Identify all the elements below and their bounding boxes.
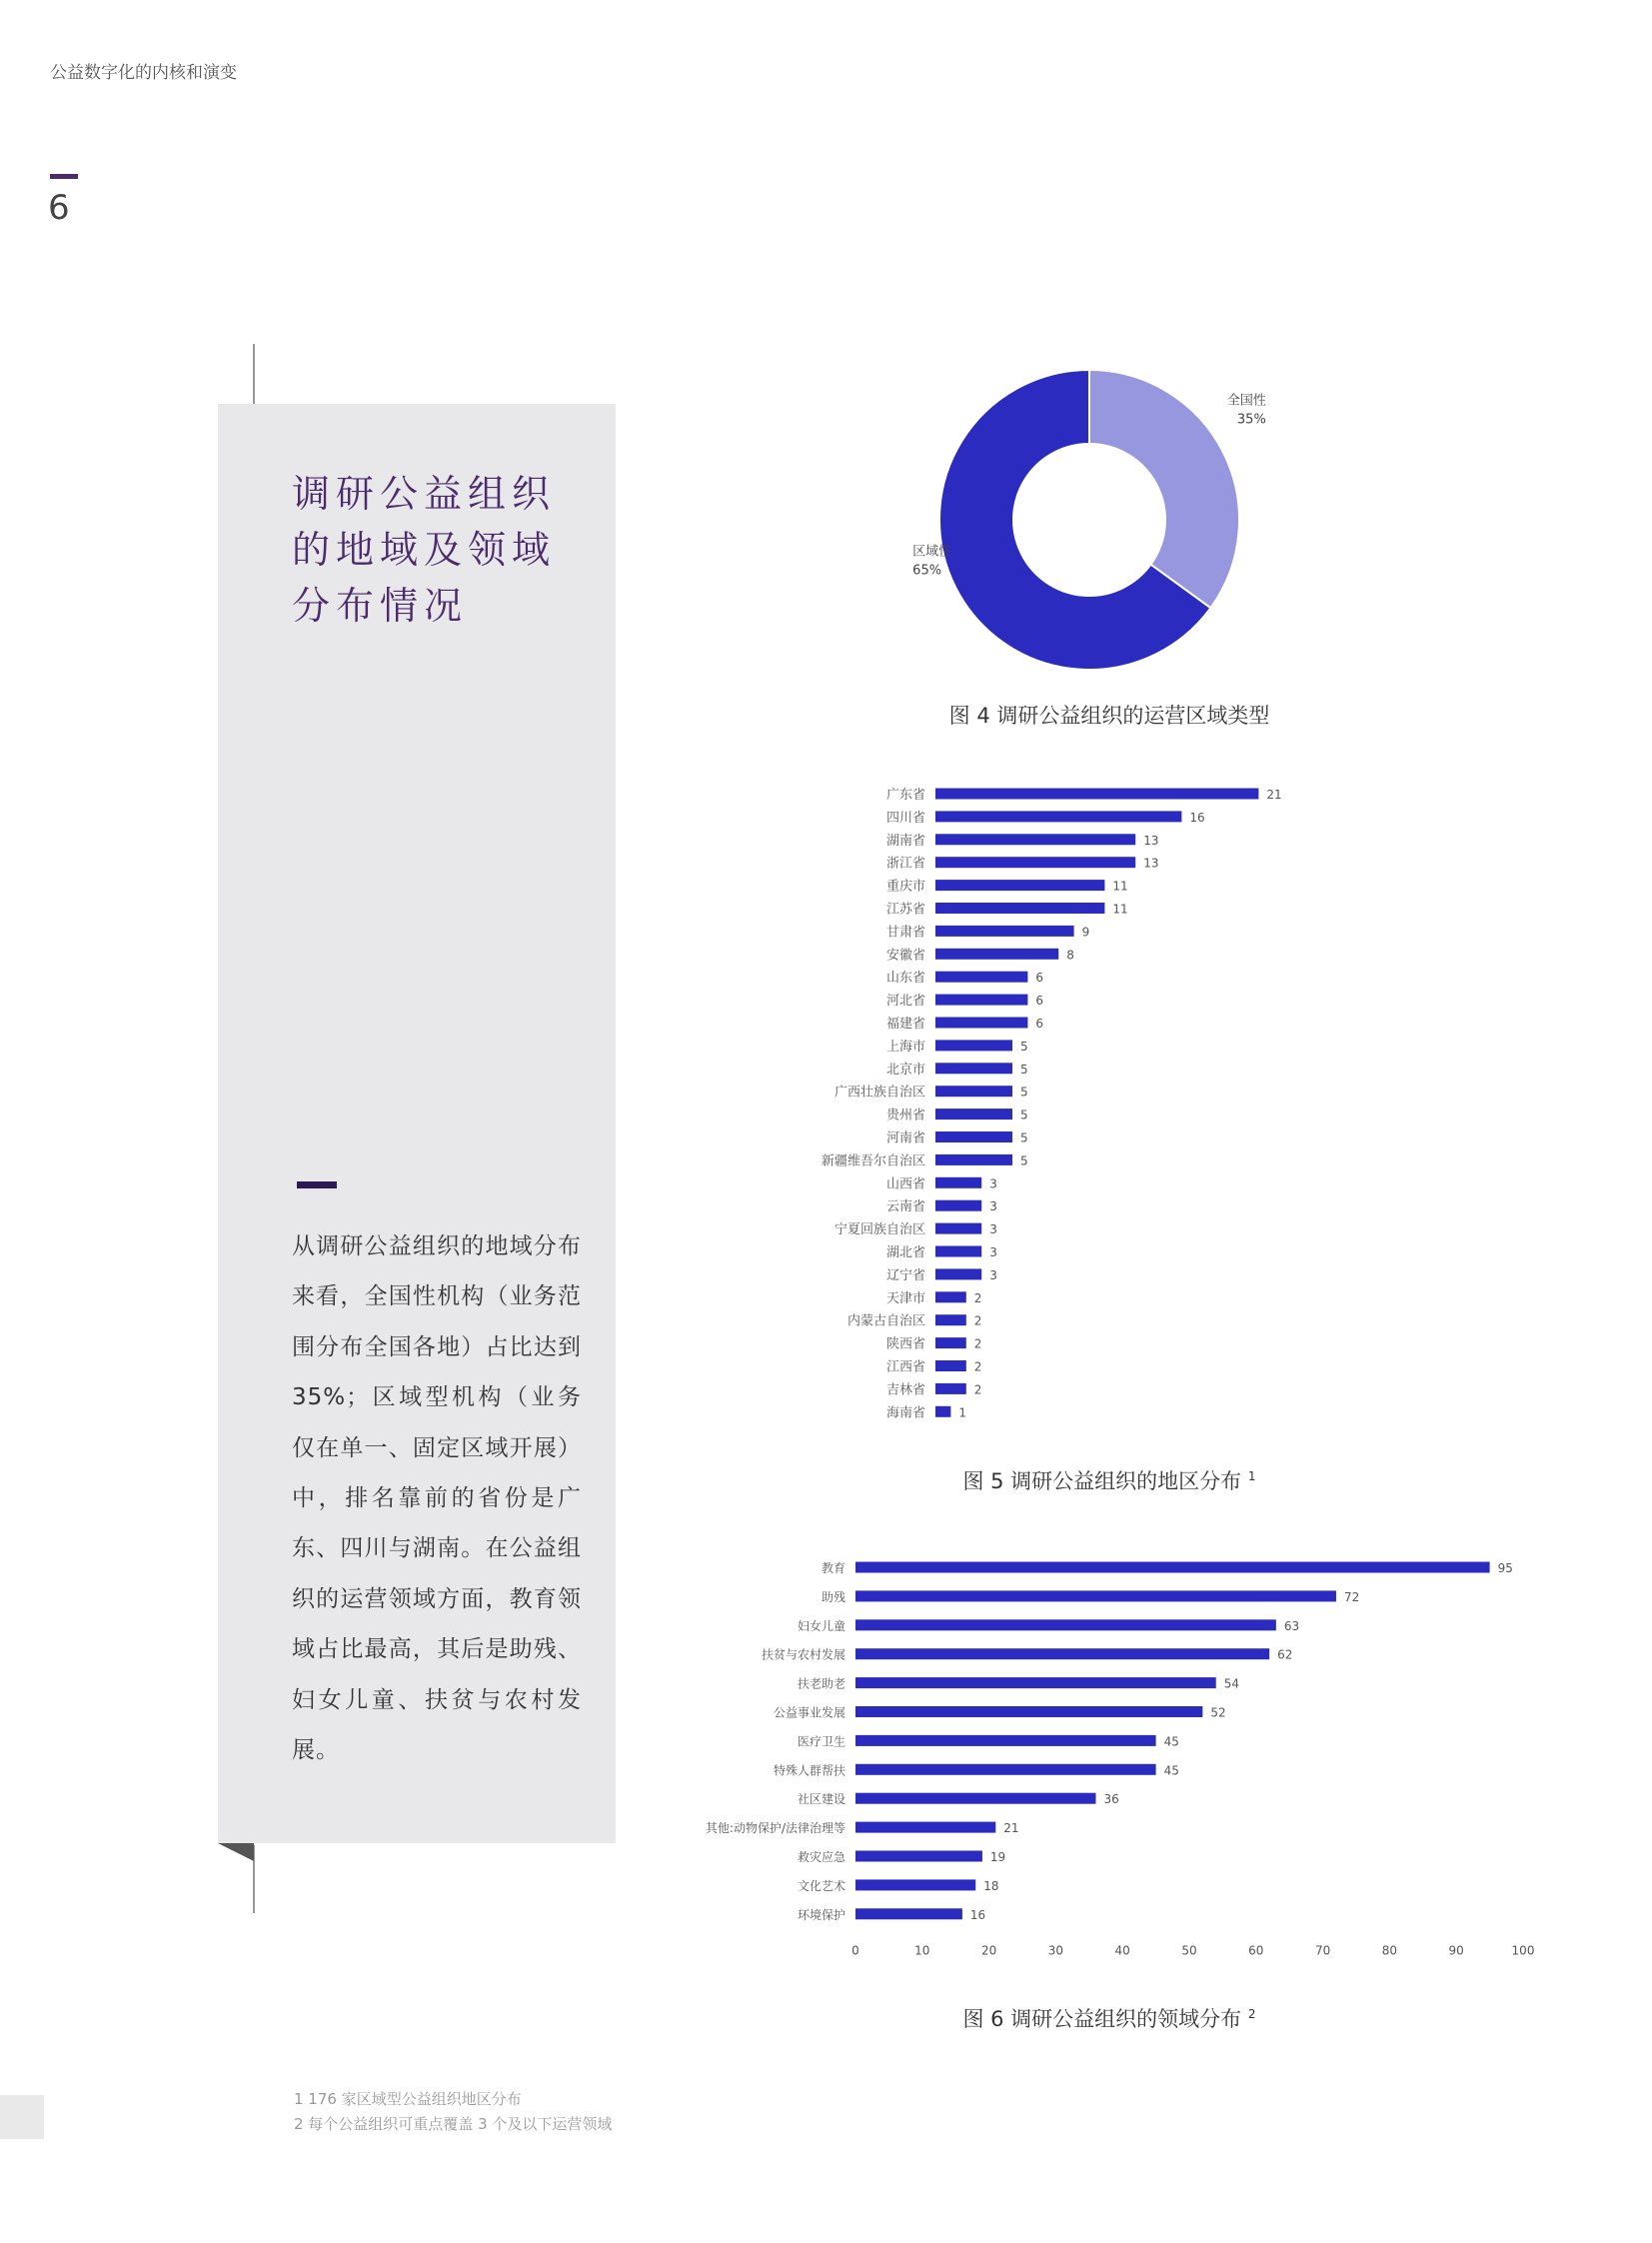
bar-value-label: 3	[989, 1176, 997, 1191]
bar-value-label: 1	[958, 1405, 967, 1419]
bar-value-label: 18	[983, 1878, 999, 1893]
bar-value-label: 16	[1189, 810, 1205, 825]
bar-category-label: 辽宁省	[885, 1267, 925, 1283]
bar	[855, 1879, 975, 1890]
bar-category-label: 妇女儿童	[797, 1618, 845, 1633]
bar-value-label: 2	[973, 1336, 982, 1351]
bar-category-label: 上海市	[885, 1039, 925, 1055]
bar-value-label: 45	[1163, 1763, 1179, 1778]
bar	[855, 1735, 1156, 1746]
bar-value-label: 36	[1103, 1792, 1119, 1807]
x-tick-label: 0	[851, 1943, 859, 1958]
bar-value-label: 19	[989, 1850, 1006, 1864]
body-mark	[297, 1181, 337, 1188]
bar-category-label: 广东省	[885, 788, 925, 803]
bar-value-label: 6	[1035, 971, 1044, 986]
bar-value-label: 21	[1266, 788, 1282, 802]
figure-5-note-ref: 1	[1247, 1469, 1256, 1483]
donut-slice-label: 区域性	[912, 544, 952, 560]
bar-value-label: 54	[1223, 1676, 1240, 1691]
bar-category-label: 山西省	[885, 1176, 925, 1192]
bar	[935, 1268, 981, 1279]
bar	[935, 1383, 966, 1394]
bar-value-label: 21	[1003, 1821, 1019, 1836]
donut-slice-value: 35%	[1236, 412, 1266, 428]
bar-value-label: 3	[989, 1245, 997, 1259]
body-paragraph: 从调研公益组织的地域分布来看，全国性机构（业务范围分布全国各地）占比达到35%；区域型机构（业务仅在单一、固定区域开展）中，排名靠前的省份是广东、四川与湖南。在公益组织的运营领域方面，教育领域占比最高，其后是助残、妇女儿童、扶贫与农村发展。	[292, 1233, 582, 1764]
bar	[935, 1040, 1012, 1051]
bar-category-label: 天津市	[885, 1290, 925, 1306]
bar-category-label: 浙江省	[885, 856, 925, 872]
bar-value-label: 13	[1143, 856, 1159, 871]
bar	[935, 1246, 981, 1257]
bar-category-label: 宁夏回族自治区	[833, 1222, 925, 1238]
x-tick-label: 70	[1314, 1943, 1331, 1958]
bar	[935, 834, 1135, 845]
bar-value-label: 2	[973, 1359, 982, 1374]
bar-category-label: 吉林省	[885, 1382, 925, 1398]
bar-category-label: 陕西省	[885, 1336, 925, 1352]
footnotes	[294, 2087, 612, 2137]
bar-value-label: 5	[1020, 1130, 1028, 1145]
bar-category-label: 环境保护	[797, 1907, 845, 1922]
section-title-line: 的地域及领域	[292, 528, 557, 572]
bar-value-label: 6	[1035, 1017, 1044, 1031]
figure-6-note-ref: 2	[1247, 2007, 1256, 2021]
donut-slice-label: 全国性	[1226, 393, 1266, 409]
bar-value-label: 13	[1143, 833, 1159, 848]
bar-value-label: 5	[1020, 1039, 1028, 1054]
running-header: 公益数字化的内核和演变	[50, 63, 237, 83]
bar	[935, 903, 1104, 914]
bar-category-label: 救灾应急	[797, 1850, 845, 1864]
bar	[855, 1590, 1336, 1601]
bar-category-label: 江苏省	[885, 902, 925, 918]
bar-category-label: 新疆维吾尔自治区	[821, 1153, 925, 1169]
bar-category-label: 湖南省	[885, 833, 925, 849]
bar-category-label: 安徽省	[885, 948, 925, 964]
bar	[935, 789, 1258, 800]
bar	[935, 1406, 950, 1417]
bar-category-label: 福建省	[885, 1017, 925, 1032]
bar-category-label: 其他:动物保护/法律治理等	[705, 1821, 845, 1836]
bar-value-label: 62	[1277, 1647, 1293, 1662]
bar-category-label: 江西省	[885, 1359, 925, 1375]
bar-value-label: 5	[1020, 1062, 1028, 1077]
bar-category-label: 助残	[821, 1589, 845, 1604]
bar-value-label: 72	[1343, 1589, 1360, 1604]
bar-value-label: 52	[1210, 1705, 1226, 1720]
bar-value-label: 3	[989, 1267, 997, 1282]
x-tick-label: 100	[1511, 1943, 1535, 1958]
section-title-line: 分布情况	[292, 584, 469, 628]
bar-value-label: 5	[1020, 1108, 1028, 1122]
bar-value-label: 3	[989, 1222, 997, 1237]
bar-value-label: 3	[989, 1199, 997, 1214]
bar	[935, 1360, 966, 1371]
bar-category-label: 海南省	[885, 1405, 925, 1419]
donut-slice	[1089, 370, 1239, 608]
bar	[935, 1063, 1012, 1074]
bar-value-label: 9	[1081, 925, 1090, 940]
bar-value-label: 63	[1283, 1618, 1300, 1633]
x-tick-label: 90	[1448, 1943, 1464, 1958]
bar-category-label: 扶老助老	[797, 1676, 845, 1691]
bar-category-label: 社区建设	[797, 1792, 845, 1807]
x-tick-label: 30	[1047, 1943, 1064, 1958]
bar-category-label: 扶贫与农村发展	[761, 1647, 845, 1662]
bar	[935, 1177, 981, 1188]
bar	[935, 880, 1104, 891]
bar	[855, 1562, 1490, 1573]
bar	[855, 1764, 1156, 1775]
section-title-line: 调研公益组织	[292, 472, 557, 516]
bar	[935, 1018, 1027, 1029]
bar	[935, 1223, 981, 1234]
bar-value-label: 2	[973, 1313, 982, 1328]
bar-value-label: 5	[1020, 1085, 1028, 1100]
panel-fold-corner	[218, 1843, 254, 1861]
bar-value-label: 2	[973, 1290, 982, 1305]
figure-6-caption-text: 图 6 调研公益组织的领域分布	[962, 2007, 1242, 2031]
bar-category-label: 重庆市	[885, 879, 925, 895]
x-tick-label: 60	[1248, 1943, 1264, 1958]
section-title	[292, 466, 592, 634]
corner-block	[0, 2095, 44, 2139]
bar-value-label: 11	[1112, 879, 1128, 894]
bar-category-label: 文化艺术	[797, 1878, 845, 1893]
bar	[935, 995, 1027, 1006]
bar-category-label: 公益事业发展	[773, 1705, 845, 1720]
bar-category-label: 山东省	[885, 971, 925, 987]
bar	[855, 1851, 982, 1862]
bar	[935, 1086, 1012, 1097]
x-tick-label: 80	[1381, 1943, 1398, 1958]
x-tick-label: 10	[914, 1943, 930, 1958]
bar-category-label: 河南省	[885, 1130, 925, 1146]
bar	[855, 1822, 995, 1833]
figure-5-caption-text: 图 5 调研公益组织的地区分布	[962, 1469, 1242, 1493]
donut-chart-region-type	[879, 360, 1299, 680]
bar-value-label: 6	[1035, 994, 1044, 1009]
bar	[935, 1314, 966, 1325]
bar	[935, 1337, 966, 1348]
footnote: 2 每个公益组织可重点覆盖 3 个及以下运营领域	[294, 2115, 613, 2133]
panel-top-line	[253, 344, 255, 404]
bar-category-label: 四川省	[885, 810, 925, 826]
bar-category-label: 北京市	[885, 1062, 925, 1078]
x-tick-label: 40	[1114, 1943, 1130, 1958]
bar	[855, 1619, 1276, 1630]
bar	[855, 1908, 962, 1919]
figure-6-caption	[899, 2003, 1319, 2033]
bar	[935, 1291, 966, 1302]
x-tick-label: 50	[1181, 1943, 1197, 1958]
bar	[935, 926, 1074, 937]
figure-5-caption	[899, 1465, 1319, 1495]
bar-category-label: 湖北省	[885, 1245, 925, 1260]
bar	[935, 1200, 981, 1211]
figure-4-caption: 图 4 调研公益组织的运营区域类型	[948, 704, 1270, 728]
bar-category-label: 贵州省	[885, 1108, 925, 1123]
footnote: 1 176 家区域型公益组织地区分布	[294, 2090, 522, 2108]
bar	[935, 1154, 1012, 1165]
bar-chart-region-distribution	[770, 780, 1469, 1419]
bar	[855, 1677, 1216, 1688]
bar-category-label: 医疗卫生	[797, 1734, 845, 1749]
bar-value-label: 95	[1497, 1561, 1513, 1575]
bar	[855, 1706, 1202, 1717]
bar-category-label: 甘肃省	[885, 925, 925, 941]
bar-value-label: 2	[973, 1382, 982, 1397]
bar-value-label: 11	[1112, 902, 1128, 917]
bar-category-label: 云南省	[885, 1199, 925, 1215]
bar	[935, 857, 1135, 868]
bar-value-label: 8	[1066, 948, 1074, 963]
bar-category-label: 广西壮族自治区	[833, 1085, 925, 1101]
bar-category-label: 特殊人群帮扶	[773, 1763, 845, 1778]
bar-value-label: 5	[1020, 1153, 1028, 1168]
bar-value-label: 16	[969, 1907, 986, 1922]
bar-category-label: 河北省	[885, 994, 925, 1010]
bar	[935, 949, 1058, 960]
bar	[935, 1131, 1012, 1142]
bar-chart-domain-distribution	[680, 1539, 1559, 1959]
bar	[935, 811, 1181, 822]
bar-category-label: 内蒙古自治区	[846, 1313, 925, 1329]
page-number: 6	[48, 188, 70, 228]
bar	[855, 1793, 1095, 1804]
x-tick-label: 20	[980, 1943, 997, 1958]
bar-value-label: 45	[1163, 1734, 1179, 1749]
donut-slice-value: 65%	[912, 563, 942, 579]
bar	[935, 972, 1027, 983]
page-number-mark	[50, 174, 78, 179]
bar	[855, 1648, 1269, 1659]
bar	[935, 1109, 1012, 1120]
bar-category-label: 教育	[821, 1561, 845, 1575]
